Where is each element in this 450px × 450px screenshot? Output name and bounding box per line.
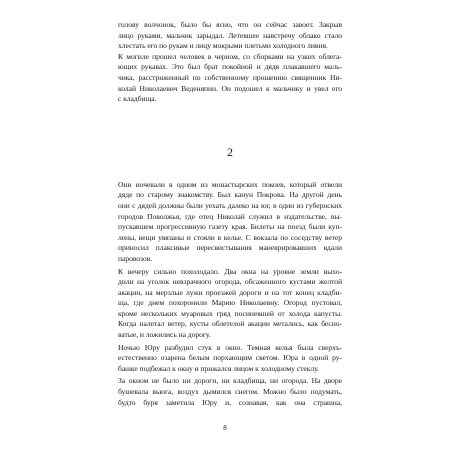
paragraph-6 <box>118 376 342 408</box>
text-line: будто буря заметила Юру и, сознавая, как она страшна, <box>118 397 342 407</box>
paragraph-5 <box>118 343 342 375</box>
text-line: Ночью Юру разбудил стук в окно. Темная келья была сверхъ- <box>118 342 342 352</box>
text-line: лены, вещи увязаны и стояли в келье. С вокзала по соседству ветер <box>118 232 342 242</box>
text-line: хлестать его по рукам и лицу мокрыми плетьми холодного ливня. <box>118 41 328 51</box>
text-line: ща, где днем похоронили Марию Николаевну. Огород пустовал, <box>118 298 342 308</box>
text-line: дяде по старому знакомству. Был канун Покрова. На другой день <box>118 190 342 200</box>
paragraph-1 <box>118 20 342 52</box>
text-line: естественно озарена белым порхающим светом. Юра в одной ру- <box>118 353 342 363</box>
chapter-number: 2 <box>227 144 233 159</box>
paragraph-2 <box>118 52 342 105</box>
text-line: башке подбежал к окну и прижался лицом к холодному стеклу. <box>118 363 319 373</box>
text-line: кроме нескольких муаровых гряд посиневшей от холода капусты. <box>118 308 342 318</box>
page-number: 8 <box>223 424 227 432</box>
text-line: ющих рукавах. Это был брат покойной и дядя плакавшего маль- <box>118 62 342 72</box>
text-line: колай Николаевич Веденяпин. Он подошел к мальчику и увел его <box>118 83 342 93</box>
text-line: с кладбища. <box>118 94 157 104</box>
text-line: К вечеру сильно похолодало. Два окна на уровне земли выхо- <box>118 266 342 276</box>
text-line: пускавшем прогрессивную газету края. Билеты на поезд были куп- <box>118 222 342 232</box>
text-line: приносил плаксивые пересвистывания маневрировавших вдали <box>118 243 342 253</box>
text-line: ватые, и ложились на дорогу. <box>118 330 211 340</box>
text-line: Когда налетал ветер, кусты облетелой акации метались, как бесно- <box>118 319 342 329</box>
text-line: лицо руками, мальчик зарыдал. Летевшее навстречу облако стало <box>118 30 342 40</box>
text-line: голову волчонок, было бы ясно, что он сейчас завоет. Закрыв <box>118 20 342 29</box>
text-line: акации, на мерзлые лужи проезжей дороги и на тот конец кладби- <box>118 287 342 297</box>
text-line: городов Поволжья, где отец Николай служил в издательстве, вы- <box>118 211 342 221</box>
text-line: К могиле прошел человек в черном, со сборками на узких облега- <box>118 51 342 61</box>
text-line: дили на уголок невзрачного огорода, обсаженного кустами желтой <box>118 277 342 287</box>
book-page <box>118 20 342 408</box>
text-line: Они ночевали в одном из монастырских покоев, который отвели <box>118 179 342 189</box>
paragraph-3 <box>118 180 342 265</box>
text-line: За окном не было ни дороги, ни кладбища, ни огорода. На дворе <box>118 376 342 386</box>
text-line: чика, расстриженный по собственному прошению священник Ни- <box>118 72 342 82</box>
paragraph-4 <box>118 267 342 341</box>
text-line: паровозов. <box>118 253 153 263</box>
text-line: они с дядей должны были уехать далеко на юг, в один из губернских <box>118 200 342 210</box>
text-line: бушевала вьюга, воздух дымился снегом. Можно было подумать, <box>118 387 342 397</box>
